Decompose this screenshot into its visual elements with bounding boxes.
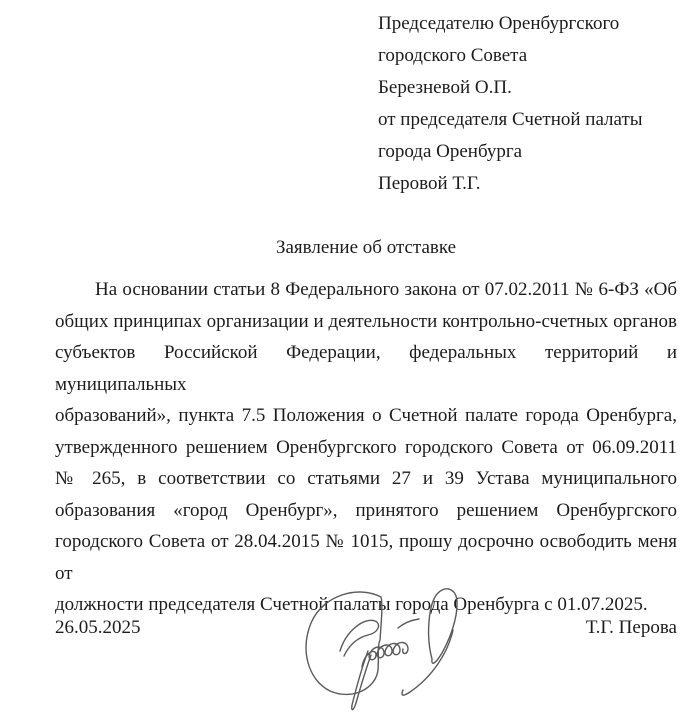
addressee-line: города Оренбурга — [378, 141, 523, 162]
body-line: общих принципах организации и деятельности контрольно-счетных органов — [55, 310, 677, 332]
body-line: № 265, в соответствии со статьями 27 и 39 Устава муниципального — [55, 468, 677, 489]
signer-name: Т.Г. Перова — [585, 617, 677, 638]
body-line: На основании статьи 8 Федерального закона от 07.02.2011 № 6-ФЗ «Об — [95, 279, 677, 300]
handwritten-signature-image — [298, 585, 478, 724]
body-paragraph — [55, 274, 677, 621]
addressee-line: Перовой Т.Г. — [378, 173, 481, 194]
addressee-line: городского Совета — [378, 45, 528, 66]
body-line: должности председателя Счетной палаты города Оренбурга с 01.07.2025. — [55, 594, 648, 615]
body-line: утвержденного решением Оренбургского городского Совета от 06.09.2011 — [55, 436, 677, 458]
body-line: образований», пункта 7.5 Положения о Счетной палате города Оренбурга, — [55, 405, 677, 426]
body-line: образования «город Оренбург», принятого решением Оренбургского — [55, 499, 677, 521]
body-line: городского Совета от 28.04.2015 № 1015, прошу досрочно освободить меня от — [55, 531, 677, 584]
addressee-line: Председателю Оренбургского — [378, 13, 620, 34]
document-title: Заявление об отставке — [275, 237, 457, 258]
addressee-line: Березневой О.П. — [378, 77, 512, 98]
addressee-block — [378, 8, 643, 200]
signature-strokes — [298, 585, 478, 724]
document-date: 26.05.2025 — [55, 617, 141, 638]
addressee-line: от председателя Счетной палаты — [378, 109, 643, 130]
body-line: субъектов Российской Федерации, федеральных территорий и муниципальных — [55, 342, 677, 395]
